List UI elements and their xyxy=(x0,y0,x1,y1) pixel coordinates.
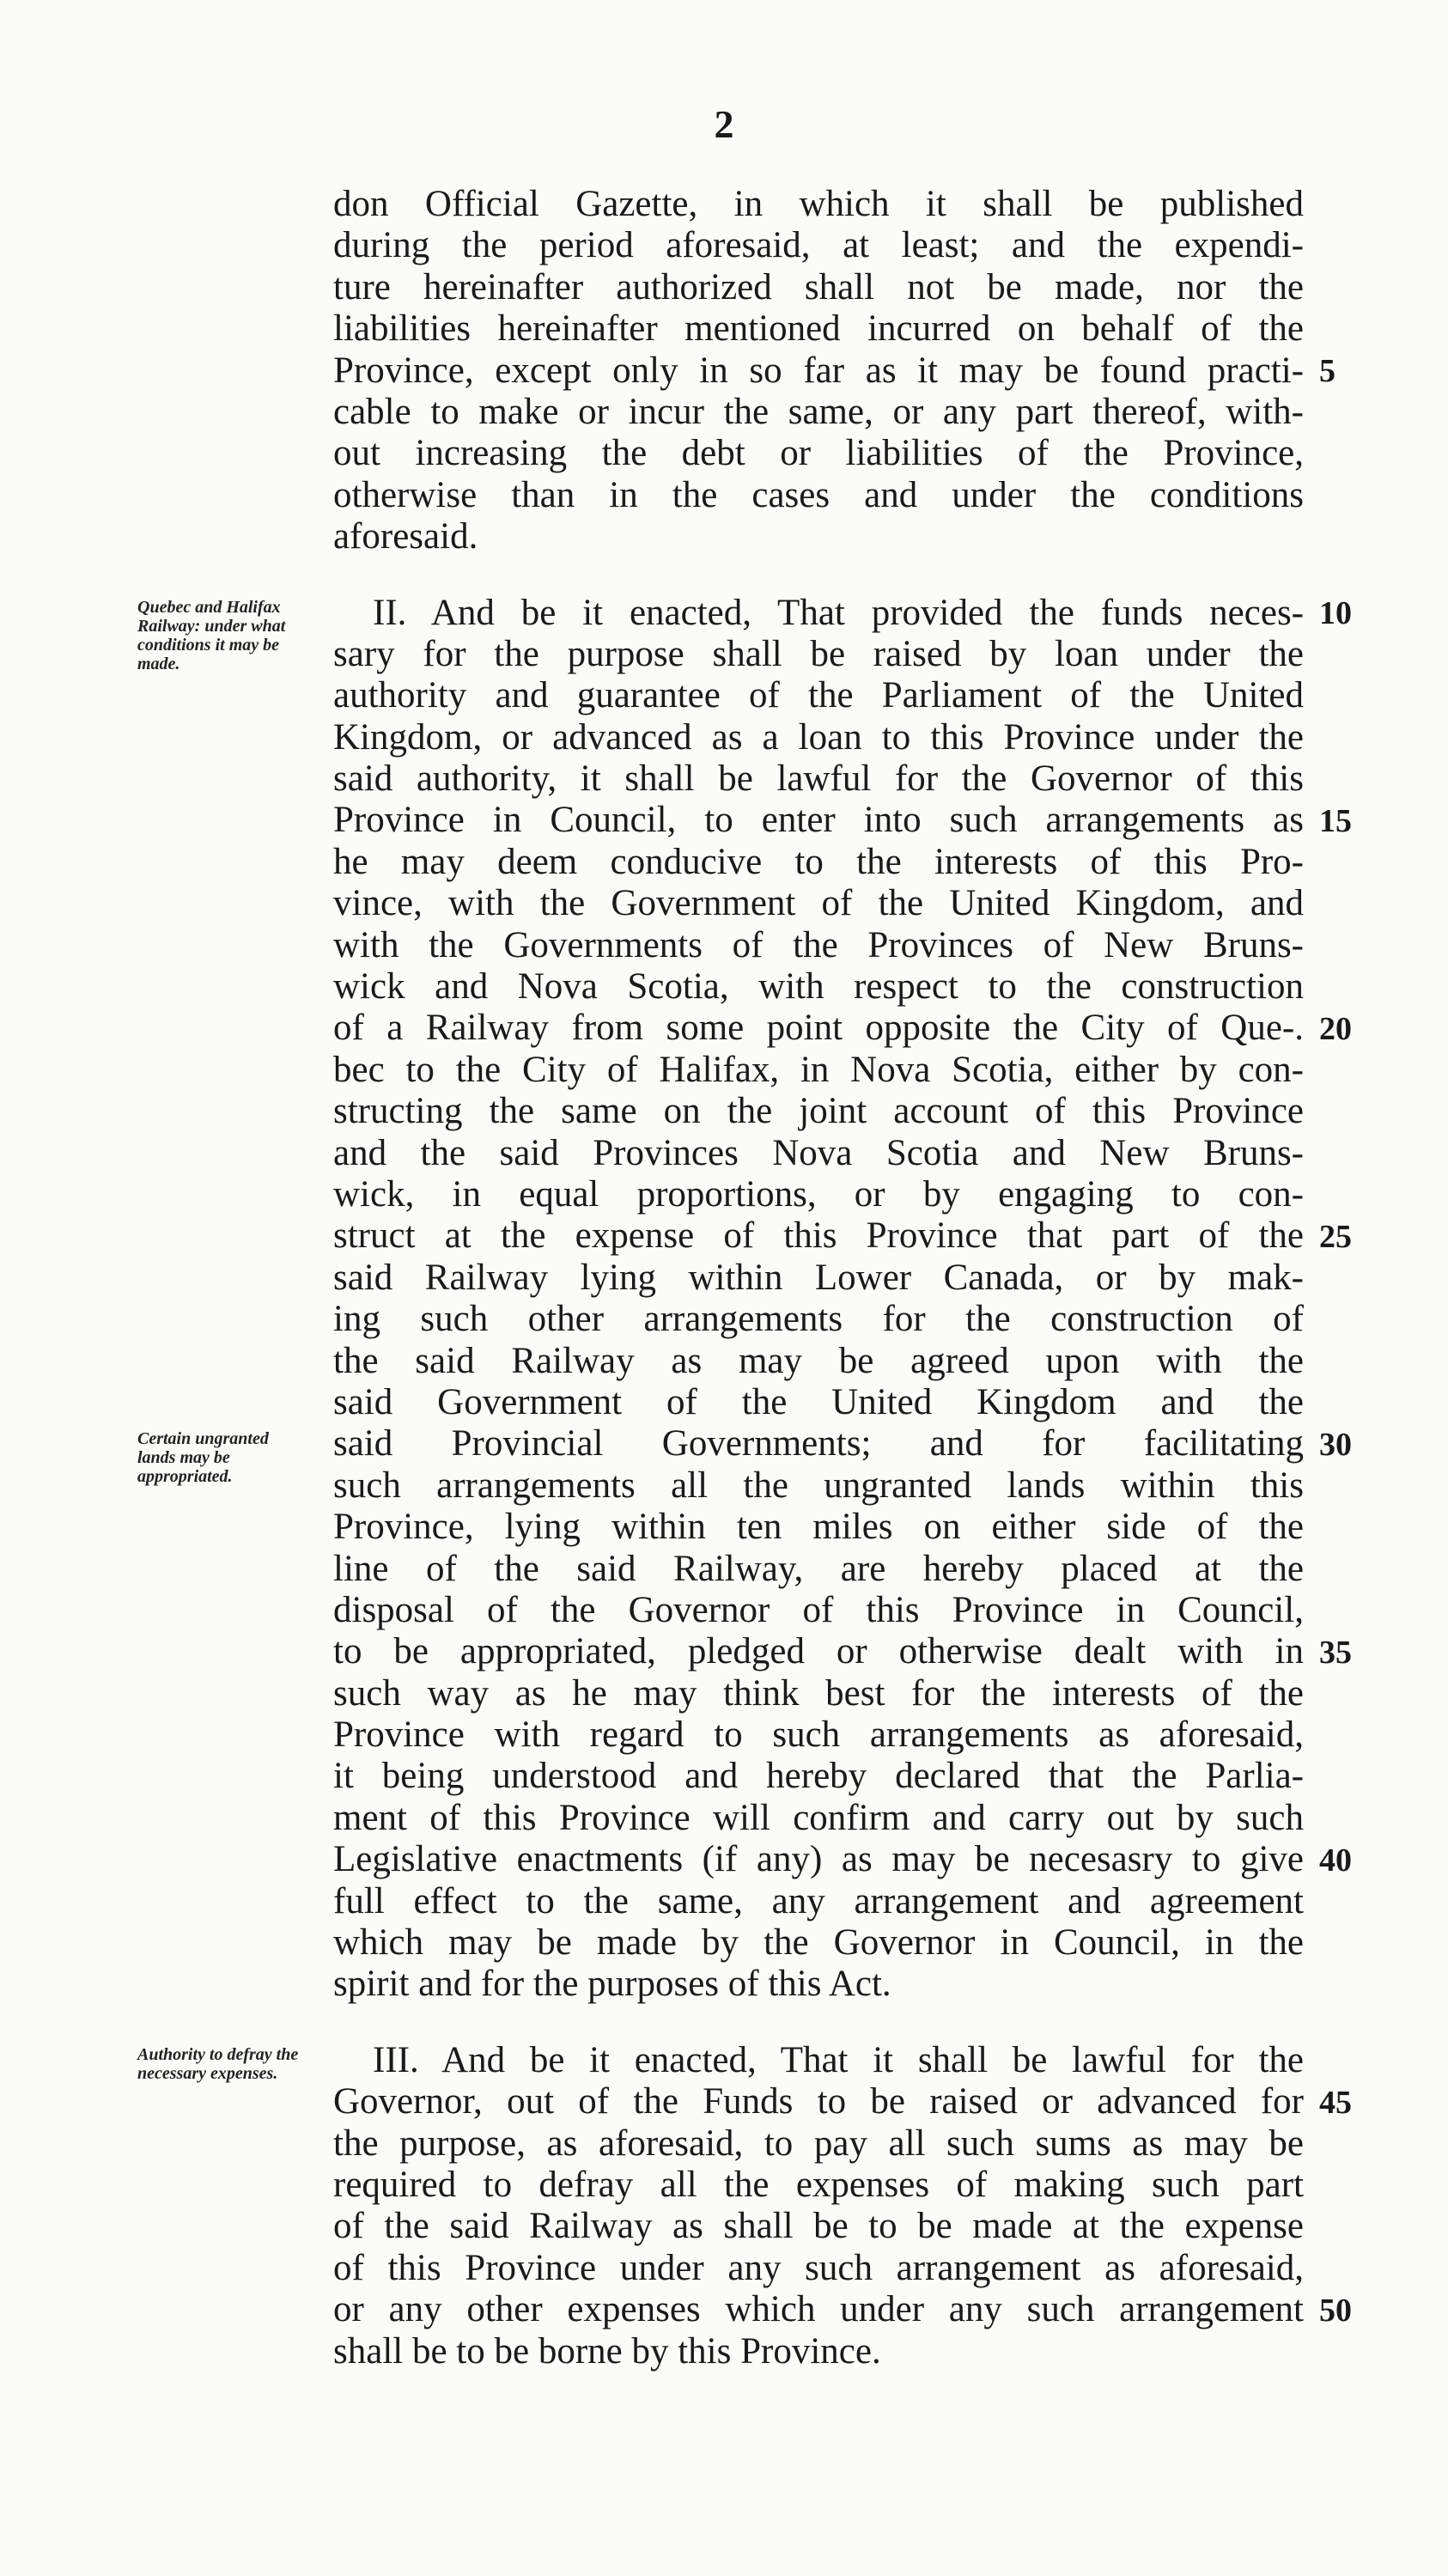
text-line: to be appropriated, pledged or otherwise dealt with in xyxy=(333,1631,1304,1672)
text-line: and the said Provinces Nova Scotia and New Bruns- xyxy=(333,1132,1304,1173)
line-number: 50 xyxy=(1319,2292,1352,2329)
text-line: don Official Gazette, in which it shall be published xyxy=(333,184,1304,224)
text-line: shall be to be borne by this Province. xyxy=(333,2330,881,2372)
text-line: such way as he may think best for the interests of the xyxy=(333,1672,1304,1714)
page-number: 2 xyxy=(714,102,734,146)
line-number: 5 xyxy=(1319,352,1335,389)
text-line: wick, in equal proportions, or by engaging to con- xyxy=(333,1173,1304,1215)
text-line: such arrangements all the ungranted lands within this xyxy=(333,1465,1304,1506)
text-line: he may deem conducive to the interests of this Pro- xyxy=(333,841,1304,882)
margin-note: Authority to defray the necessary expenses. xyxy=(137,2045,299,2084)
text-line: Governor, out of the Funds to be raised or advanced for xyxy=(333,2081,1304,2122)
text-line: ture hereinafter authorized shall not be made, nor the xyxy=(333,266,1304,308)
text-line: struct at the expense of this Province that part of the xyxy=(333,1215,1304,1257)
text-line: said Government of the United Kingdom and the xyxy=(333,1381,1304,1422)
text-line: full effect to the same, any arrangement and agreement xyxy=(333,1880,1304,1921)
text-line: Kingdom, or advanced as a loan to this Province under the xyxy=(333,716,1304,758)
margin-note: Certain ungranted lands may be appropriated. xyxy=(137,1428,269,1486)
text-line: during the period aforesaid, at least; and the expendi- xyxy=(333,225,1304,266)
text-line: sary for the purpose shall be raised by loan under the xyxy=(333,633,1304,674)
text-line: Province, lying within ten miles on either side of the xyxy=(333,1507,1304,1548)
text-line: otherwise than in the cases and under the conditions xyxy=(333,474,1304,515)
text-line: said authority, it shall be lawful for the Governor of this xyxy=(333,758,1304,800)
text-line: the purpose, as aforesaid, to pay all such sums as may be xyxy=(333,2122,1304,2164)
text-line: of a Railway from some point opposite the City of Que-. xyxy=(333,1008,1304,1049)
line-number: 10 xyxy=(1319,594,1352,631)
line-number: 25 xyxy=(1319,1218,1352,1255)
line-number: 30 xyxy=(1319,1426,1352,1463)
text-line: ing such other arrangements for the construction of xyxy=(333,1299,1304,1340)
text-line: of this Province under any such arrangement as aforesaid, xyxy=(333,2247,1304,2288)
text-line: Legislative enactments (if any) as may be necesasry to give xyxy=(333,1839,1304,1880)
line-number: 35 xyxy=(1319,1634,1352,1671)
text-line: Province with regard to such arrangements as aforesaid, xyxy=(333,1714,1304,1756)
text-line: which may be made by the Governor in Council, in the xyxy=(333,1922,1304,1964)
text-line: ment of this Province will confirm and carry out by such xyxy=(333,1797,1304,1838)
text-line: with the Governments of the Provinces of New Bruns- xyxy=(333,924,1304,965)
margin-note: Quebec and Halifax Railway: under what conditions it may be made. xyxy=(137,597,286,673)
line-number: 20 xyxy=(1319,1010,1352,1047)
line-number: 40 xyxy=(1319,1842,1352,1879)
text-line: Province in Council, to enter into such arrangements as xyxy=(333,800,1304,841)
text-line: aforesaid. xyxy=(333,516,478,557)
text-line: bec to the City of Halifax, in Nova Scotia, either by con- xyxy=(333,1049,1304,1090)
text-line: II. And be it enacted, That provided the funds neces- xyxy=(373,592,1304,633)
text-line: spirit and for the purposes of this Act. xyxy=(333,1964,891,2005)
text-line: or any other expenses which under any such arrangement xyxy=(333,2289,1304,2330)
text-line: of the said Railway as shall be to be made at the expense xyxy=(333,2206,1304,2247)
text-line: said Railway lying within Lower Canada, or by mak- xyxy=(333,1257,1304,1298)
line-number: 45 xyxy=(1319,2084,1352,2121)
text-line: disposal of the Governor of this Province in Council, xyxy=(333,1589,1304,1630)
text-line: said Provincial Governments; and for facilitating xyxy=(333,1423,1304,1465)
text-line: cable to make or incur the same, or any part thereof, with- xyxy=(333,391,1304,432)
text-line: the said Railway as may be agreed upon with the xyxy=(333,1340,1304,1381)
text-line: out increasing the debt or liabilities of the Province, xyxy=(333,433,1304,474)
text-line: liabilities hereinafter mentioned incurred on behalf of the xyxy=(333,308,1304,350)
text-line: line of the said Railway, are hereby placed at the xyxy=(333,1548,1304,1589)
text-line: authority and guarantee of the Parliament of the United xyxy=(333,675,1304,716)
text-line: Province, except only in so far as it may be found practi- xyxy=(333,350,1304,391)
line-number: 15 xyxy=(1319,802,1352,839)
body-text xyxy=(333,184,1304,2372)
text-line: wick and Nova Scotia, with respect to the construction xyxy=(333,966,1304,1008)
text-line: it being understood and hereby declared that the Parlia- xyxy=(333,1756,1304,1797)
text-line: structing the same on the joint account of this Province xyxy=(333,1091,1304,1132)
text-line: vince, with the Government of the United Kingdom, and xyxy=(333,883,1304,924)
text-line: required to defray all the expenses of making such part xyxy=(333,2164,1304,2205)
text-line: III. And be it enacted, That it shall be lawful for the xyxy=(373,2039,1304,2080)
